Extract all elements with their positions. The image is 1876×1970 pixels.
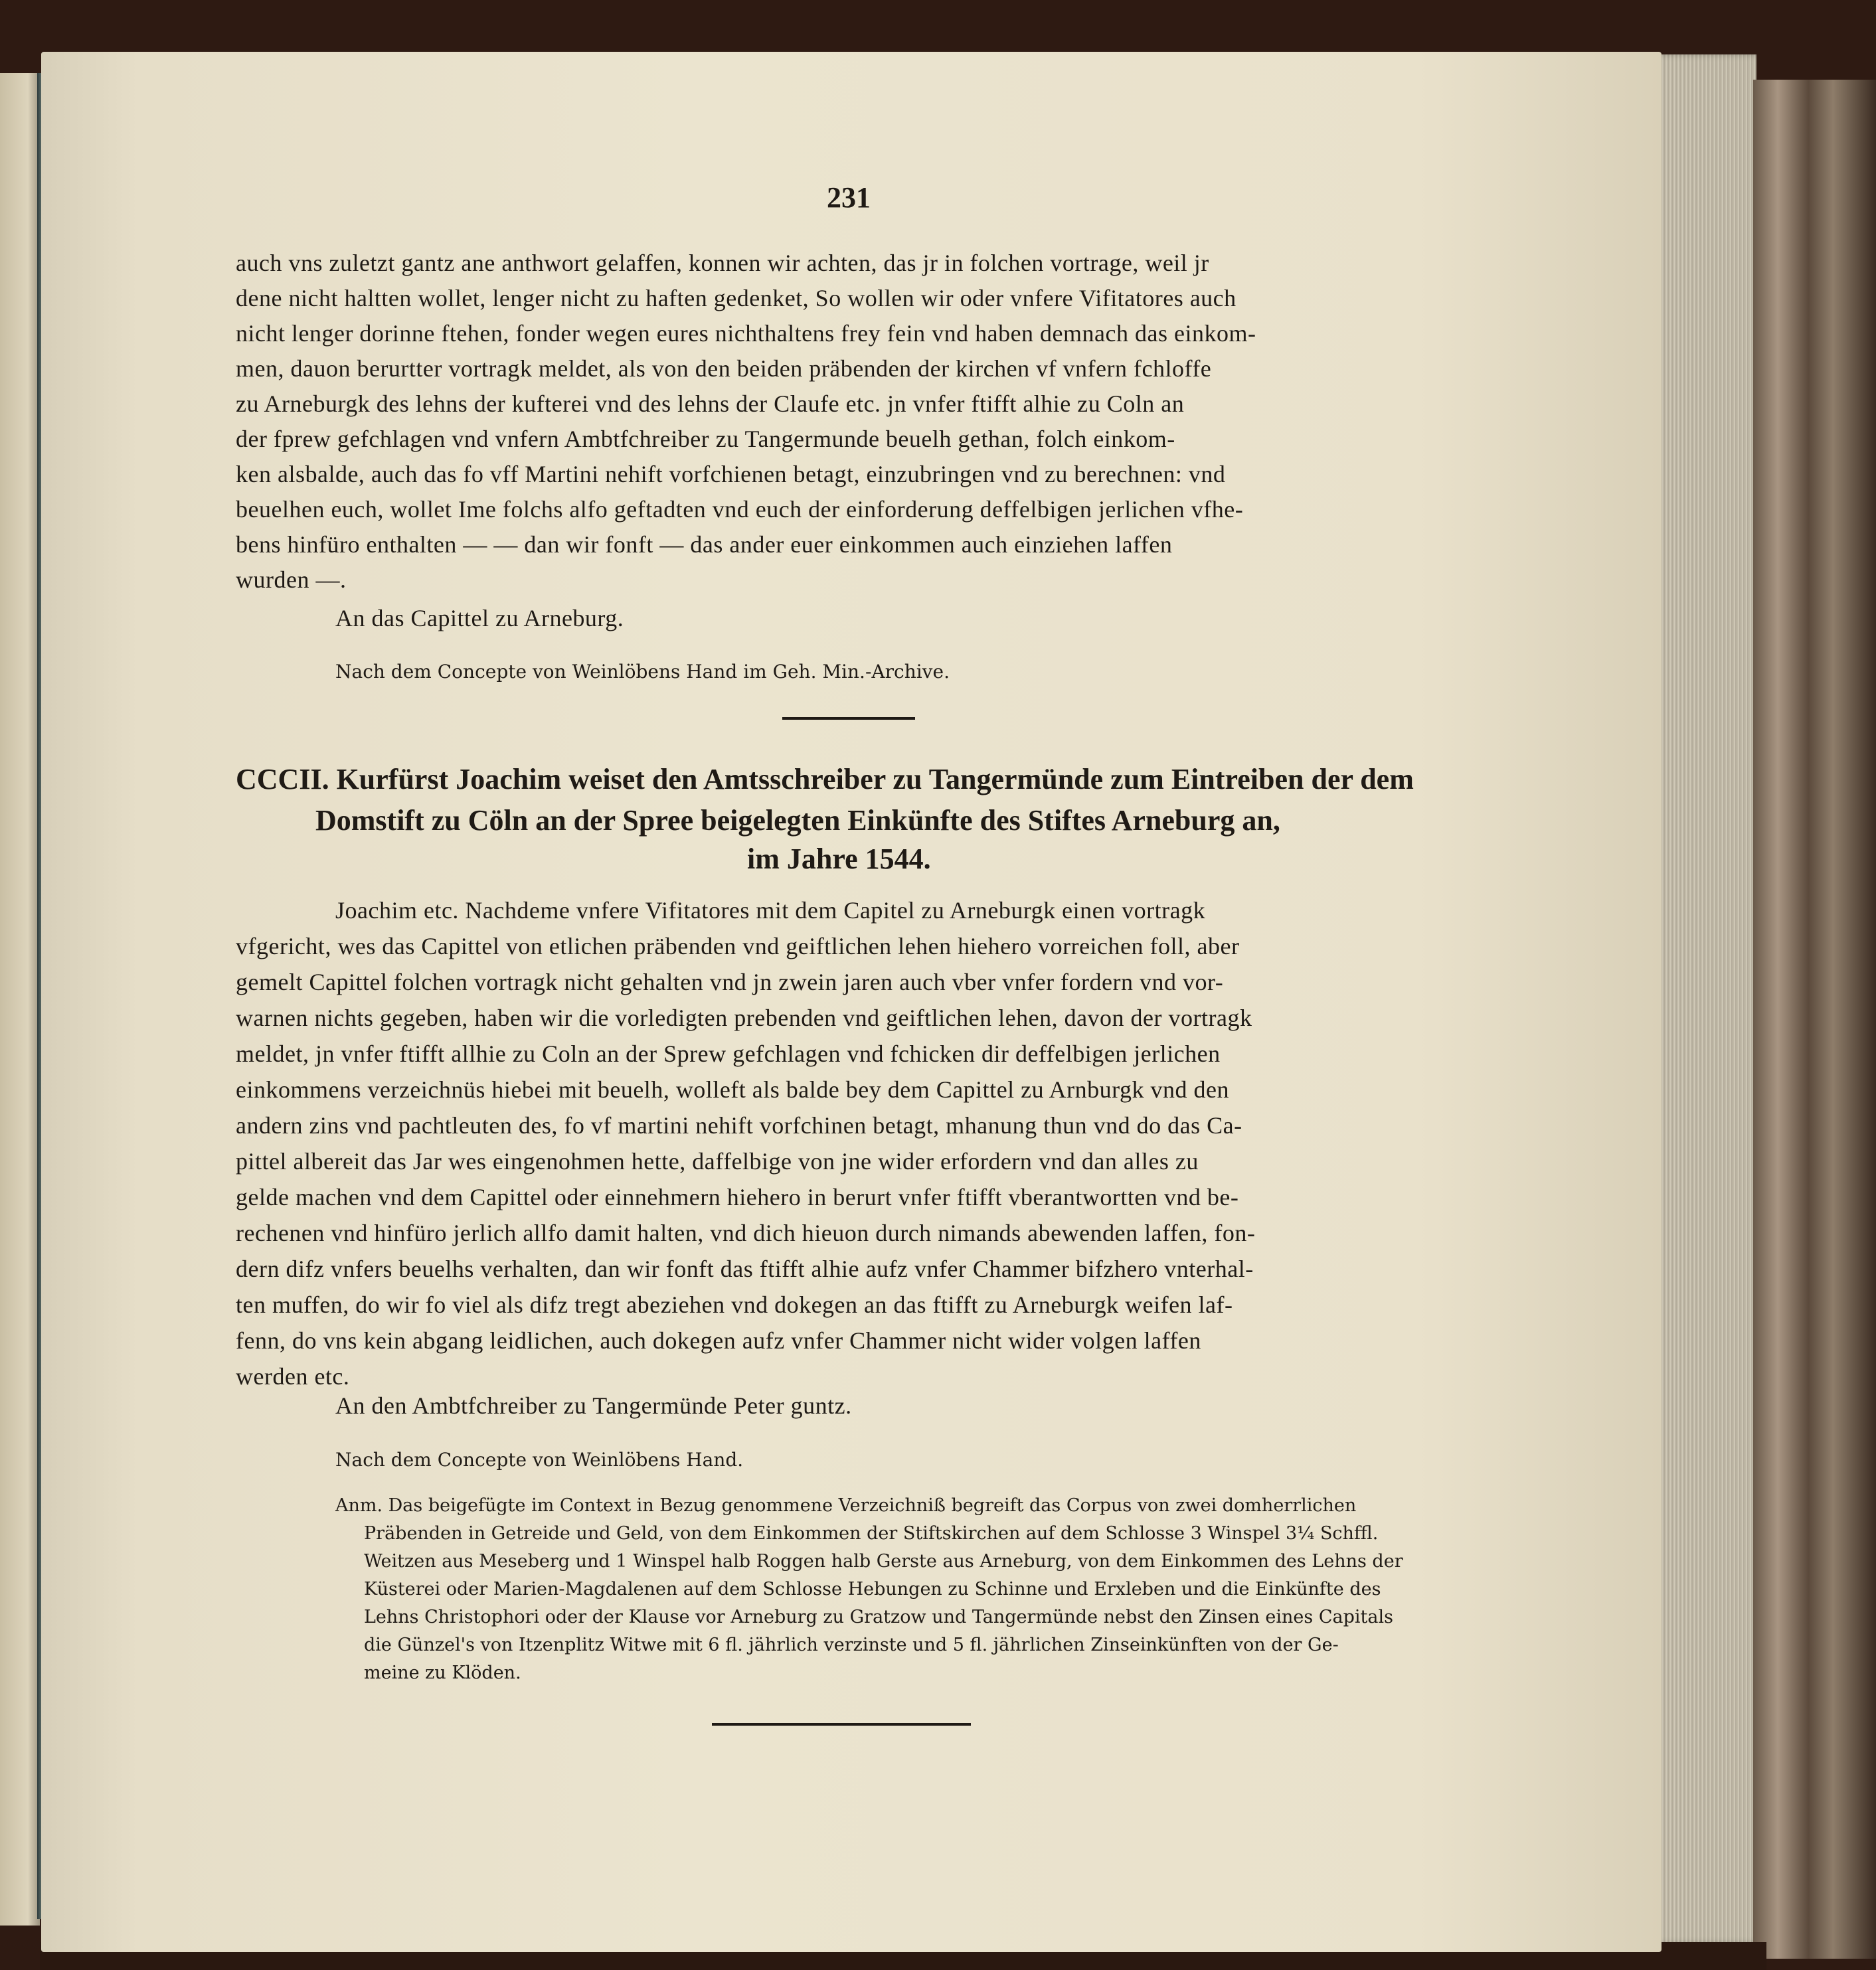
body-line: pittel albereit das Jar wes eingenohmen hette, daffelbige von jne wider erfordern vnd dan alles zu: [236, 1148, 1199, 1175]
body-line: der fprew gefchlagen vnd vnfern Ambtfchreiber zu Tangermunde beuelh gethan, folch einkom-: [236, 426, 1175, 452]
section-heading: im Jahre 1544.: [747, 843, 931, 875]
body-line: zu Arneburgk des lehns der kufterei vnd des lehns der Claufe etc. jn vnfer ftifft alhie zu Coln an: [236, 390, 1185, 417]
body-line: fenn, do vns kein abgang leidlichen, auch dokegen aufz vnfer Chammer nicht wider volgen laffen: [236, 1327, 1201, 1354]
annotation-line: Präbenden in Getreide und Geld, von dem Einkommen der Stiftskirchen auf dem Schlosse 3 Winspel 3¼ Schffl.: [364, 1523, 1379, 1544]
body-line: auch vns zuletzt gantz ane anthwort gelaffen, konnen wir achten, das jr in folchen vortrage, weil jr: [236, 250, 1209, 276]
body-line: nicht lenger dorinne ftehen, fonder wegen eures nichthaltens frey fein vnd haben demnach das einkom-: [236, 320, 1256, 347]
source-note: Nach dem Concepte von Weinlöbens Hand im Geh. Min.-Archive.: [335, 661, 950, 683]
body-line: gemelt Capittel folchen vortragk nicht gehalten vnd jn zwein jaren auch vber vnfer fordern vnd vor-: [236, 969, 1224, 995]
book-cover-edge: [1753, 80, 1876, 1959]
body-line: dern difz vnfers beuelhs verhalten, dan wir fonft das ftifft alhie aufz vnfer Chammer bifzhero vnterhal-: [236, 1256, 1254, 1282]
body-line: einkommens verzeichnüs hiebei mit beuelh, wolleft als balde bey dem Capittel zu Arnburgk vnd den: [236, 1076, 1229, 1103]
section-heading: CCCII. Kurfürst Joachim weiset den Amtsschreiber zu Tangermünde zum Eintreiben der dem: [236, 763, 1414, 795]
section-heading: Domstift zu Cöln an der Spree beigelegten Einkünfte des Stiftes Arneburg an,: [315, 804, 1280, 837]
page-fore-edge: [1654, 54, 1756, 1943]
annotation-line: Lehns Christophori oder der Klause vor Arneburg zu Gratzow und Tangermünde nebst den Zinsen eines Capitals: [364, 1607, 1393, 1627]
body-line: werden etc.: [236, 1363, 350, 1390]
body-line: gelde machen vnd dem Capittel oder einnehmern hiehero in berurt vnfer ftifft vberantwortten vnd be-: [236, 1184, 1239, 1210]
body-line: rechenen vnd hinfüro jerlich allfo damit halten, vnd dich hieuon durch nimands abewenden laffen, fon-: [236, 1220, 1256, 1246]
source-note: Nach dem Concepte von Weinlöbens Hand.: [335, 1449, 744, 1471]
body-line: bens hinfüro enthalten — — dan wir fonft — das ander euer einkommen auch einziehen laffen: [236, 531, 1173, 558]
body-line: andern zins vnd pachtleuten des, fo vf martini nehift vorfchinen betagt, mhanung thun vnd do das Ca-: [236, 1112, 1242, 1139]
body-line: beuelhen euch, wollet Ime folchs alfo geftadten vnd euch der einforderung deffelbigen jerlichen vfhe-: [236, 496, 1244, 523]
body-line: warnen nichts gegeben, haben wir die vorledigten prebenden vnd geiftlichen lehen, davon der vortragk: [236, 1005, 1252, 1031]
annotation-line: Anm. Das beigefügte im Context in Bezug genommene Verzeichniß begreift das Corpus von zwei domherrlichen: [335, 1495, 1357, 1516]
body-line: men, dauon berurtter vortragk meldet, als von den beiden präbenden der kirchen vf vnfern fchloffe: [236, 355, 1212, 382]
body-line: vfgericht, wes das Capittel von etlichen präbenden vnd geiftlichen lehen hiehero vorreichen foll, aber: [236, 933, 1240, 959]
body-line: wurden —.: [236, 566, 347, 593]
page-number: 231: [827, 181, 871, 214]
body-line: ken alsbalde, auch das fo vff Martini nehift vorfchienen betagt, einzubringen vnd zu berechnen: vnd: [236, 461, 1226, 487]
annotation-line: Weitzen aus Meseberg und 1 Winspel halb Roggen halb Gerste aus Arneburg, von dem Einkommen des Lehns der: [364, 1551, 1403, 1572]
body-line: ten muffen, do wir fo viel als difz tregt abeziehen vnd dokegen an das ftifft zu Arneburgk weifen laf-: [236, 1291, 1233, 1318]
body-line: dene nicht haltten wollet, lenger nicht zu haften gedenket, So wollen wir oder vnfere Vifitatores auch: [236, 285, 1236, 311]
annotation-line: die Günzel's von Itzenplitz Witwe mit 6 fl. jährlich verzinste und 5 fl. jährlichen Zinseinkünften von der Ge-: [364, 1635, 1339, 1655]
body-line: Joachim etc. Nachdeme vnfere Vifitatores mit dem Capitel zu Arneburgk einen vortragk: [335, 897, 1206, 924]
annotation-line: Küsterei oder Marien-Magdalenen auf dem Schlosse Hebungen zu Schinne und Erxleben und die Einkünfte des: [364, 1579, 1381, 1600]
body-line: meldet, jn vnfer ftifft allhie zu Coln an der Sprew gefchlagen vnd fchicken dir deffelbigen jerlichen: [236, 1040, 1221, 1067]
annotation-line: meine zu Klöden.: [364, 1663, 521, 1683]
facing-page-edge: [0, 73, 40, 1926]
end-divider: [712, 1723, 971, 1726]
section-divider: [782, 717, 915, 720]
address-line: An den Ambtfchreiber zu Tangermünde Peter guntz.: [335, 1392, 852, 1419]
address-line: An das Capittel zu Arneburg.: [335, 605, 624, 631]
